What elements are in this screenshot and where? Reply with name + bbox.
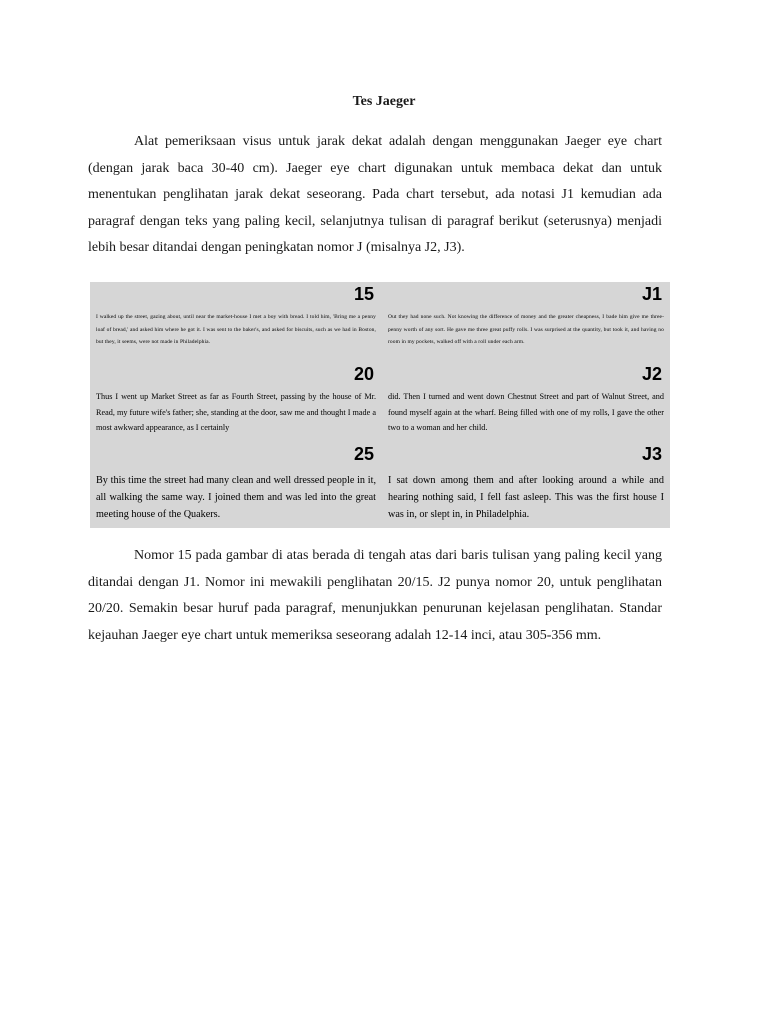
- chart-number-15: 15: [353, 284, 374, 304]
- chart-text-15: I walked up the street, gazing about, until near the market-house I met a boy with bread. I told him, 'Bring me a penny loaf of bread,' and asked him where he got it. I was sent to the baker's, and asked for biscuits, such as we had in Boston, but they, it seems, were not made in Philadelphia.: [96, 314, 376, 345]
- chart-cell-j2: [382, 362, 670, 442]
- chart-text-j3: I sat down among them and after looking around a while and hearing nothing said, I fell fast asleep. This was the first house I was in, or slept in, in Philadelphia.: [388, 475, 664, 520]
- chart-cell-25: [90, 442, 382, 528]
- document-title: Tes Jaeger: [352, 94, 416, 109]
- intro-paragraph: Alat pemeriksaan visus untuk jarak dekat adalah dengan menggunakan Jaeger eye chart (dengan jarak baca 30-40 cm). Jaeger eye chart digunakan untuk membaca dekat dan untuk menentukan penglihatan jarak dekat seseorang. Pada chart tersebut, ada notasi J1 kemudian ada paragraf dengan teks yang paling kecil, selanjutnya tulisan di paragraf berikut (seterusnya) menjadi lebih besar ditandai dengan peningkatan nomor J (misalnya J2, J3).: [88, 134, 662, 255]
- chart-number-25: 25: [353, 444, 374, 464]
- chart-text-j1: Out they had none such. Not knowing the difference of money and the greater cheapness, I bade him give me three-penny worth of any sort. He gave me three great puffy rolls. I was surprised at the quantity, but took it, and having no room in my pockets, walked off with a roll under each arm.: [388, 314, 664, 345]
- chart-text-25: By this time the street had many clean and well dressed people in it, all walking the same way. I joined them and was led into the great meeting house of the Quakers.: [96, 475, 376, 520]
- chart-cell-j3: [382, 442, 670, 528]
- chart-number-20: 20: [353, 364, 374, 384]
- chart-cell-20: [90, 362, 382, 442]
- chart-cell-j1: [382, 282, 670, 362]
- jaeger-eye-chart: [90, 282, 670, 528]
- chart-number-j2: J2: [641, 364, 662, 384]
- chart-cell-15: [90, 282, 382, 362]
- chart-number-j1: J1: [641, 284, 662, 304]
- chart-number-j3: J3: [641, 444, 662, 464]
- chart-text-20: Thus I went up Market Street as far as Fourth Street, passing by the house of Mr. Read, my future wife's father; she, standing at the door, saw me and thought I made a most awkward appearance, as I certainly: [96, 392, 376, 432]
- explanation-paragraph: Nomor 15 pada gambar di atas berada di tengah atas dari baris tulisan yang paling kecil yang ditandai dengan J1. Nomor ini mewakili penglihatan 20/15. J2 punya nomor 20, untuk penglihatan 20/20. Semakin besar huruf pada paragraf, menunjukkan penurunan kejelasan penglihatan. Standar kejauhan Jaeger eye chart untuk memeriksa seseorang adalah 12-14 inci, atau 305-356 mm.: [88, 548, 662, 643]
- chart-text-j2: did. Then I turned and went down Chestnut Street and part of Walnut Street, and found myself again at the wharf. Being filled with one of my rolls, I gave the other two to a woman and her child.: [388, 392, 664, 432]
